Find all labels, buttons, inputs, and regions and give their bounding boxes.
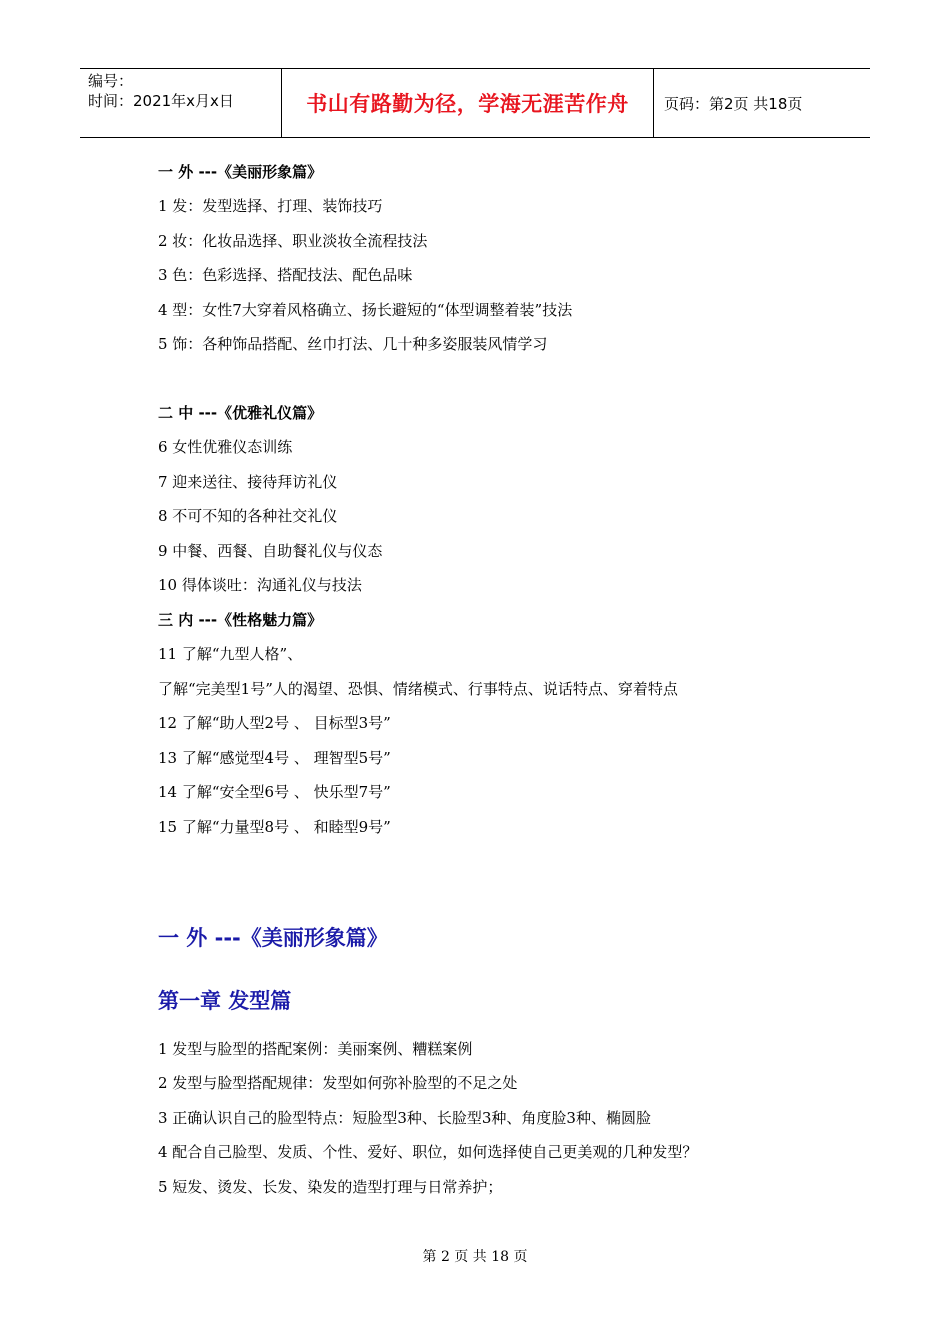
toc-item: 11 了解“九型人格”、 (158, 645, 303, 663)
header-motto: 书山有路勤为径，学海无涯苦作舟 (282, 69, 654, 137)
document-date: 时间：2021年x月x日 (88, 92, 234, 110)
toc-item: 14 了解“安全型6号 、 快乐型7号” (158, 783, 391, 801)
header-meta (80, 69, 282, 137)
page-footer: 第 2 页 共 18 页 (422, 1249, 528, 1265)
toc-section-2-title: 二 中 ---《优雅礼仪篇》 (158, 404, 323, 422)
toc-section-1-title: 一 外 ---《美丽形象篇》 (158, 163, 323, 181)
toc-item: 3 色：色彩选择、搭配技法、配色品味 (158, 266, 413, 284)
toc-item: 1 发：发型选择、打理、装饰技巧 (158, 197, 383, 215)
header-page-info: 页码：第2页 共18页 (664, 94, 803, 113)
toc-item: 7 迎来送往、接待拜访礼仪 (158, 473, 338, 491)
toc-item: 13 了解“感觉型4号 、 理智型5号” (158, 749, 391, 767)
page-header (80, 68, 870, 138)
chapter-item: 2 发型与脸型搭配规律：发型如何弥补脸型的不足之处 (158, 1074, 518, 1092)
toc-section-3-title: 三 内 ---《性格魅力篇》 (158, 611, 323, 629)
toc-item: 2 妆：化妆品选择、职业淡妆全流程技法 (158, 232, 428, 250)
toc-item: 8 不可不知的各种社交礼仪 (158, 507, 338, 525)
toc-item: 4 型：女性7大穿着风格确立、扬长避短的“体型调整着装”技法 (158, 301, 573, 319)
toc-item: 5 饰：各种饰品搭配、丝巾打法、几十种多姿服装风情学习 (158, 335, 548, 353)
toc-item: 了解“完美型1号”人的渴望、恐惧、情绪模式、行事特点、说话特点、穿着特点 (158, 680, 678, 698)
toc-item: 6 女性优雅仪态训练 (158, 438, 293, 456)
toc-item: 12 了解“助人型2号 、 目标型3号” (158, 714, 391, 732)
chapter-item: 4 配合自己脸型、发质、个性、爱好、职位，如何选择使自己更美观的几种发型？ (158, 1143, 698, 1161)
chapter-heading: 第一章 发型篇 (158, 989, 292, 1013)
chapter-item: 5 短发、烫发、长发、染发的造型打理与日常养护； (158, 1178, 503, 1196)
document-number: 编号： (88, 72, 134, 90)
toc-item: 15 了解“力量型8号 、 和睦型9号” (158, 818, 391, 836)
chapter-item: 1 发型与脸型的搭配案例：美丽案例、糟糕案例 (158, 1040, 473, 1058)
toc-item: 9 中餐、西餐、自助餐礼仪与仪态 (158, 542, 383, 560)
part-heading: 一 外 ---《美丽形象篇》 (158, 926, 388, 950)
chapter-item: 3 正确认识自己的脸型特点：短脸型3种、长脸型3种、角度脸3种、椭圆脸 (158, 1109, 651, 1127)
toc-item: 10 得体谈吐：沟通礼仪与技法 (158, 576, 362, 594)
